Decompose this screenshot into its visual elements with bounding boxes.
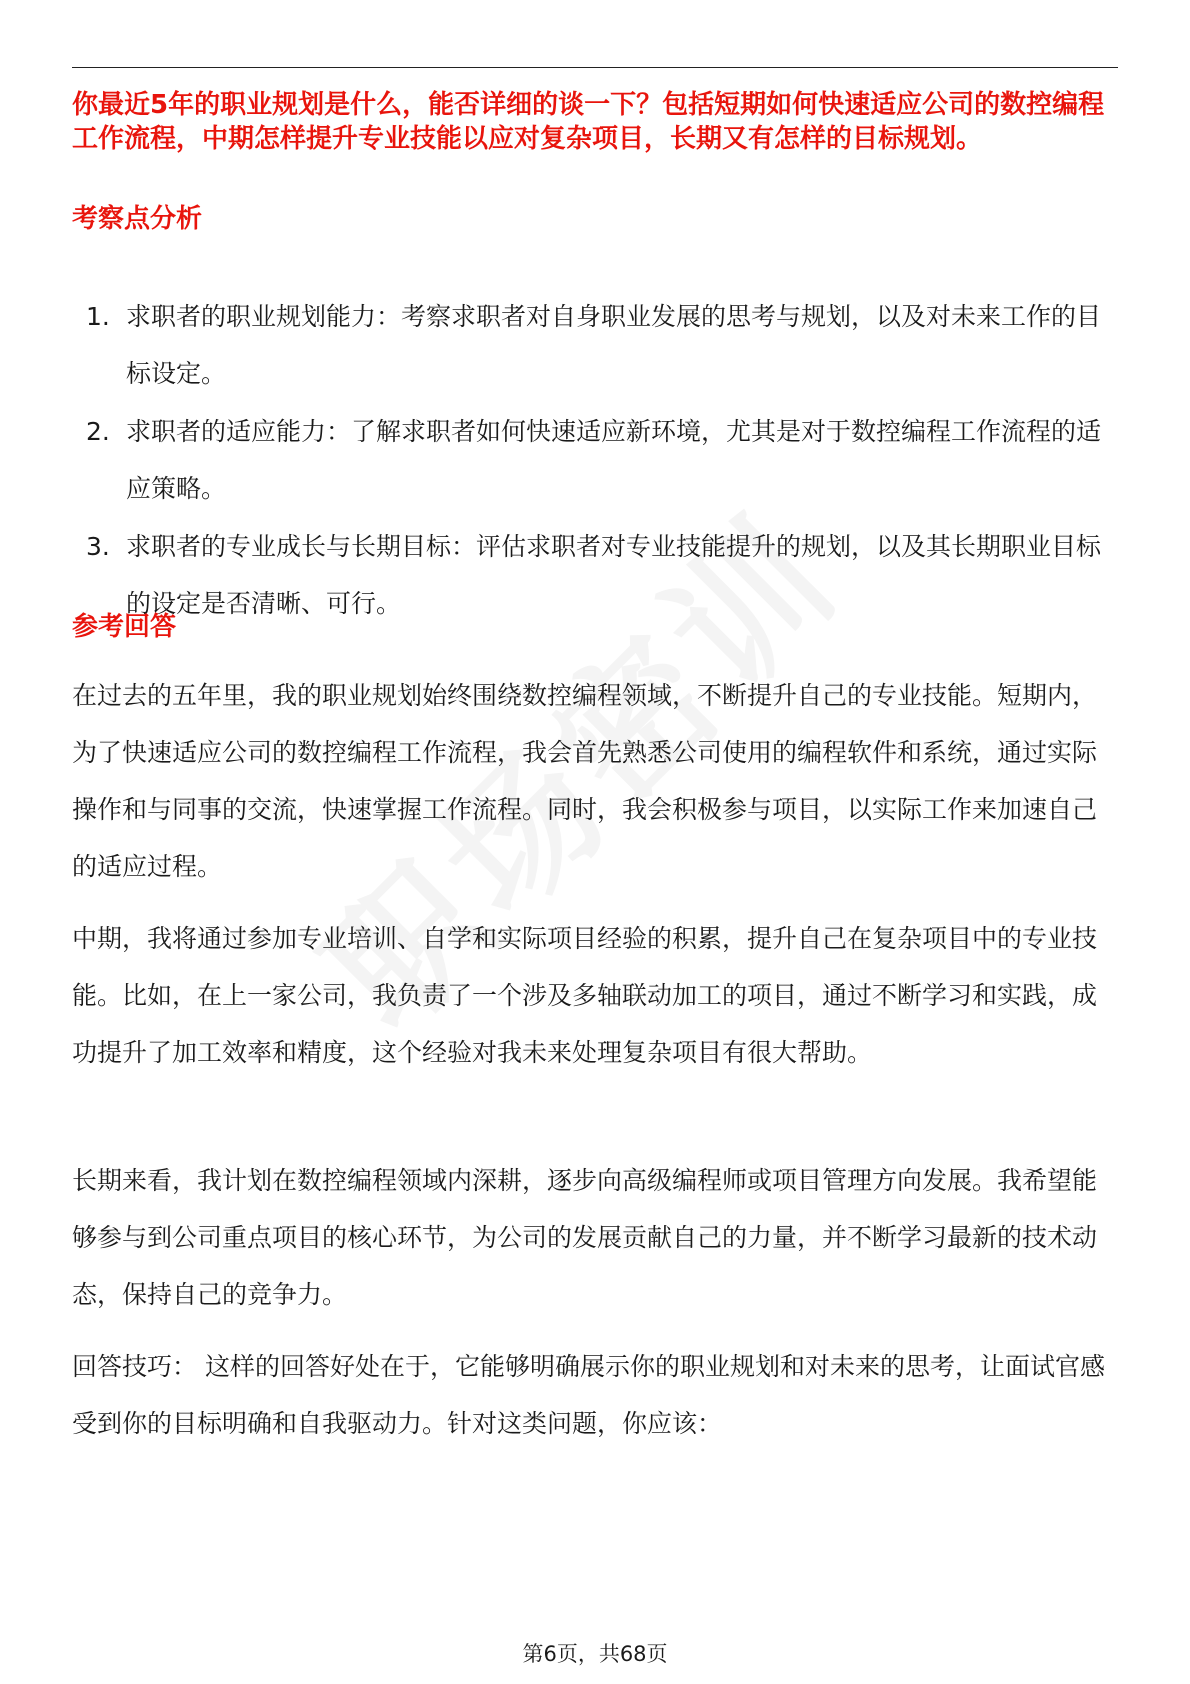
answer-tips-paragraph: 回答技巧： 这样的回答好处在于，它能够明确展示你的职业规划和对未来的思考，让面试官感受到你的目标明确和自我驱动力。针对这类问题，你应该： xyxy=(72,1352,1105,1438)
list-number: 3. xyxy=(86,532,110,561)
answer-paragraph: 中期，我将通过参加专业培训、自学和实际项目经验的积累，提升自己在复杂项目中的专业技能。比如，在上一家公司，我负责了一个涉及多轴联动加工的项目，通过不断学习和实践，成功提升了加工效率和精度，这个经验对我未来处理复杂项目有很大帮助。 xyxy=(72,924,1098,1067)
answer-paragraph: 长期来看，我计划在数控编程领域内深耕，逐步向高级编程师或项目管理方向发展。我希望能够参与到公司重点项目的核心环节，为公司的发展贡献自己的力量，并不断学习最新的技术动态，保持自己的竞争力。 xyxy=(72,1166,1098,1309)
list-number: 2. xyxy=(86,417,110,446)
page-number: 第6页，共68页 xyxy=(522,1642,668,1666)
header-rule xyxy=(72,67,1118,68)
analysis-list xyxy=(72,288,1118,633)
answer-heading: 参考回答 xyxy=(72,612,177,642)
list-item xyxy=(72,288,1118,402)
analysis-heading: 考察点分析 xyxy=(72,204,203,234)
list-item-text: 求职者的适应能力：了解求职者如何快速适应新环境，尤其是对于数控编程工作流程的适应策略。 xyxy=(126,417,1102,503)
list-item-text: 求职者的职业规划能力：考察求职者对自身职业发展的思考与规划，以及对未来工作的目标设定。 xyxy=(126,302,1102,388)
list-item xyxy=(72,518,1118,632)
interview-question: 你最近5年的职业规划是什么，能否详细的谈一下？包括短期如何快速适应公司的数控编程工作流程，中期怎样提升专业技能以应对复杂项目，长期又有怎样的目标规划。 xyxy=(72,90,1105,154)
list-number: 1. xyxy=(86,302,110,331)
list-item xyxy=(72,403,1118,517)
answer-paragraph: 在过去的五年里，我的职业规划始终围绕数控编程领域，不断提升自己的专业技能。短期内，为了快速适应公司的数控编程工作流程，我会首先熟悉公司使用的编程软件和系统，通过实际操作和与同事的交流，快速掌握工作流程。同时，我会积极参与项目，以实际工作来加速自己的适应过程。 xyxy=(72,681,1098,881)
list-item-text: 求职者的专业成长与长期目标：评估求职者对专业技能提升的规划，以及其长期职业目标的设定是否清晰、可行。 xyxy=(126,532,1102,618)
